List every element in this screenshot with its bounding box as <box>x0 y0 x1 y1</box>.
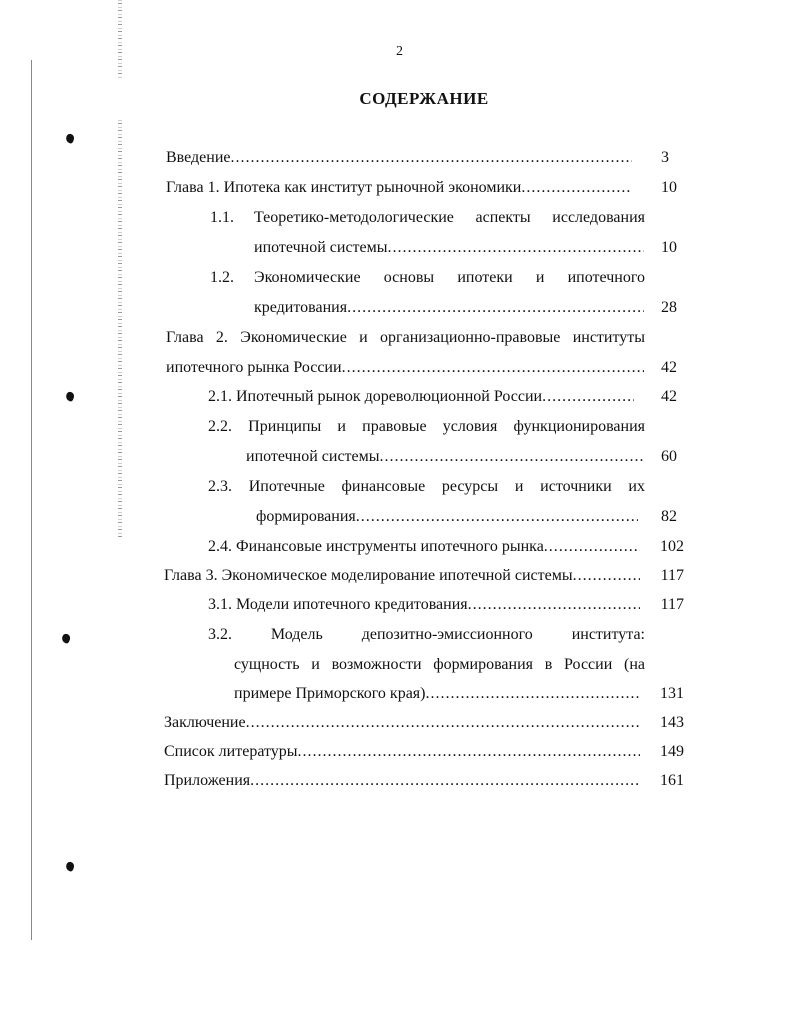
toc-page: 161 <box>660 772 684 789</box>
toc-page: 102 <box>660 538 684 555</box>
page-title: СОДЕРЖАНИЕ <box>359 89 489 108</box>
scan-strip <box>118 0 122 80</box>
toc-page: 60 <box>661 448 677 465</box>
toc-entry-section-3-1: 3.1. Модели ипотечного кредитования ..... <box>208 595 640 615</box>
scan-mark <box>65 133 76 144</box>
toc-entry-line: 2.3. Ипотечные финансовые ресурсы и источники их <box>208 478 645 495</box>
toc-entry-section-2-3: формирования ..... <box>256 507 638 527</box>
toc-page: 10 <box>661 239 677 256</box>
toc-entry-line: Теоретико-методологические аспекты исследования <box>254 209 645 226</box>
toc-entry-line: 3.2. Модель депозитно-эмиссионного института: <box>208 626 645 643</box>
scan-mark <box>65 391 76 402</box>
toc-page: 42 <box>661 388 677 405</box>
page-number: 2 <box>396 44 403 59</box>
scan-mark <box>65 861 76 872</box>
toc-page: 42 <box>661 359 677 376</box>
toc-entry-chapter-3: Глава 3. Экономическое моделирование ипотечной системы ..... <box>164 566 640 586</box>
toc-entry-intro: Введение ..... <box>166 148 632 168</box>
toc-page: 149 <box>660 743 684 760</box>
scan-mark <box>61 633 72 644</box>
toc-entry-chapter-2: ипотечного рынка России ..... <box>166 358 644 378</box>
toc-entry-section-2-4: 2.4. Финансовые инструменты ипотечного рынка ..... <box>208 537 640 557</box>
toc-entry-line: сущность и возможности формирования в России (на <box>234 656 645 673</box>
toc-page: 82 <box>661 508 677 525</box>
toc-entry-section-3-2: примере Приморского края) ..... <box>234 684 640 704</box>
toc-entry-section-1-2: кредитования ..... <box>254 298 644 318</box>
toc-entry-chapter-1: Глава 1. Ипотека как институт рыночной экономики ..... <box>166 178 630 198</box>
toc-entry-section-2-1: 2.1. Ипотечный рынок дореволюционной России ..... <box>208 387 634 407</box>
toc-page: 143 <box>660 714 684 731</box>
toc-entry-conclusion: Заключение ..... <box>164 713 640 733</box>
toc-page: 117 <box>660 567 684 584</box>
toc-entry-line: 2.2. Принципы и правовые условия функционирования <box>208 418 645 435</box>
toc-entry-references: Список литературы ..... <box>164 742 640 762</box>
toc-page: 3 <box>661 149 669 166</box>
toc-page: 10 <box>661 179 677 196</box>
toc-section-number: 1.1. <box>210 209 234 226</box>
scan-strip <box>118 120 122 540</box>
toc-entry-line: Экономические основы ипотеки и ипотечного <box>254 269 645 286</box>
toc-entry-section-2-2: ипотечной системы ..... <box>246 447 644 467</box>
scan-edge-line <box>31 60 32 940</box>
toc-page: 28 <box>661 299 677 316</box>
toc-section-number: 1.2. <box>210 269 234 286</box>
toc-page: 131 <box>660 685 684 702</box>
toc-page: 117 <box>660 596 684 613</box>
toc-entry-line: Глава 2. Экономические и организационно-правовые институты <box>166 329 645 346</box>
toc-entry-section-1-1: ипотечной системы ..... <box>254 238 644 258</box>
toc-entry-appendices: Приложения ..... <box>164 771 640 791</box>
